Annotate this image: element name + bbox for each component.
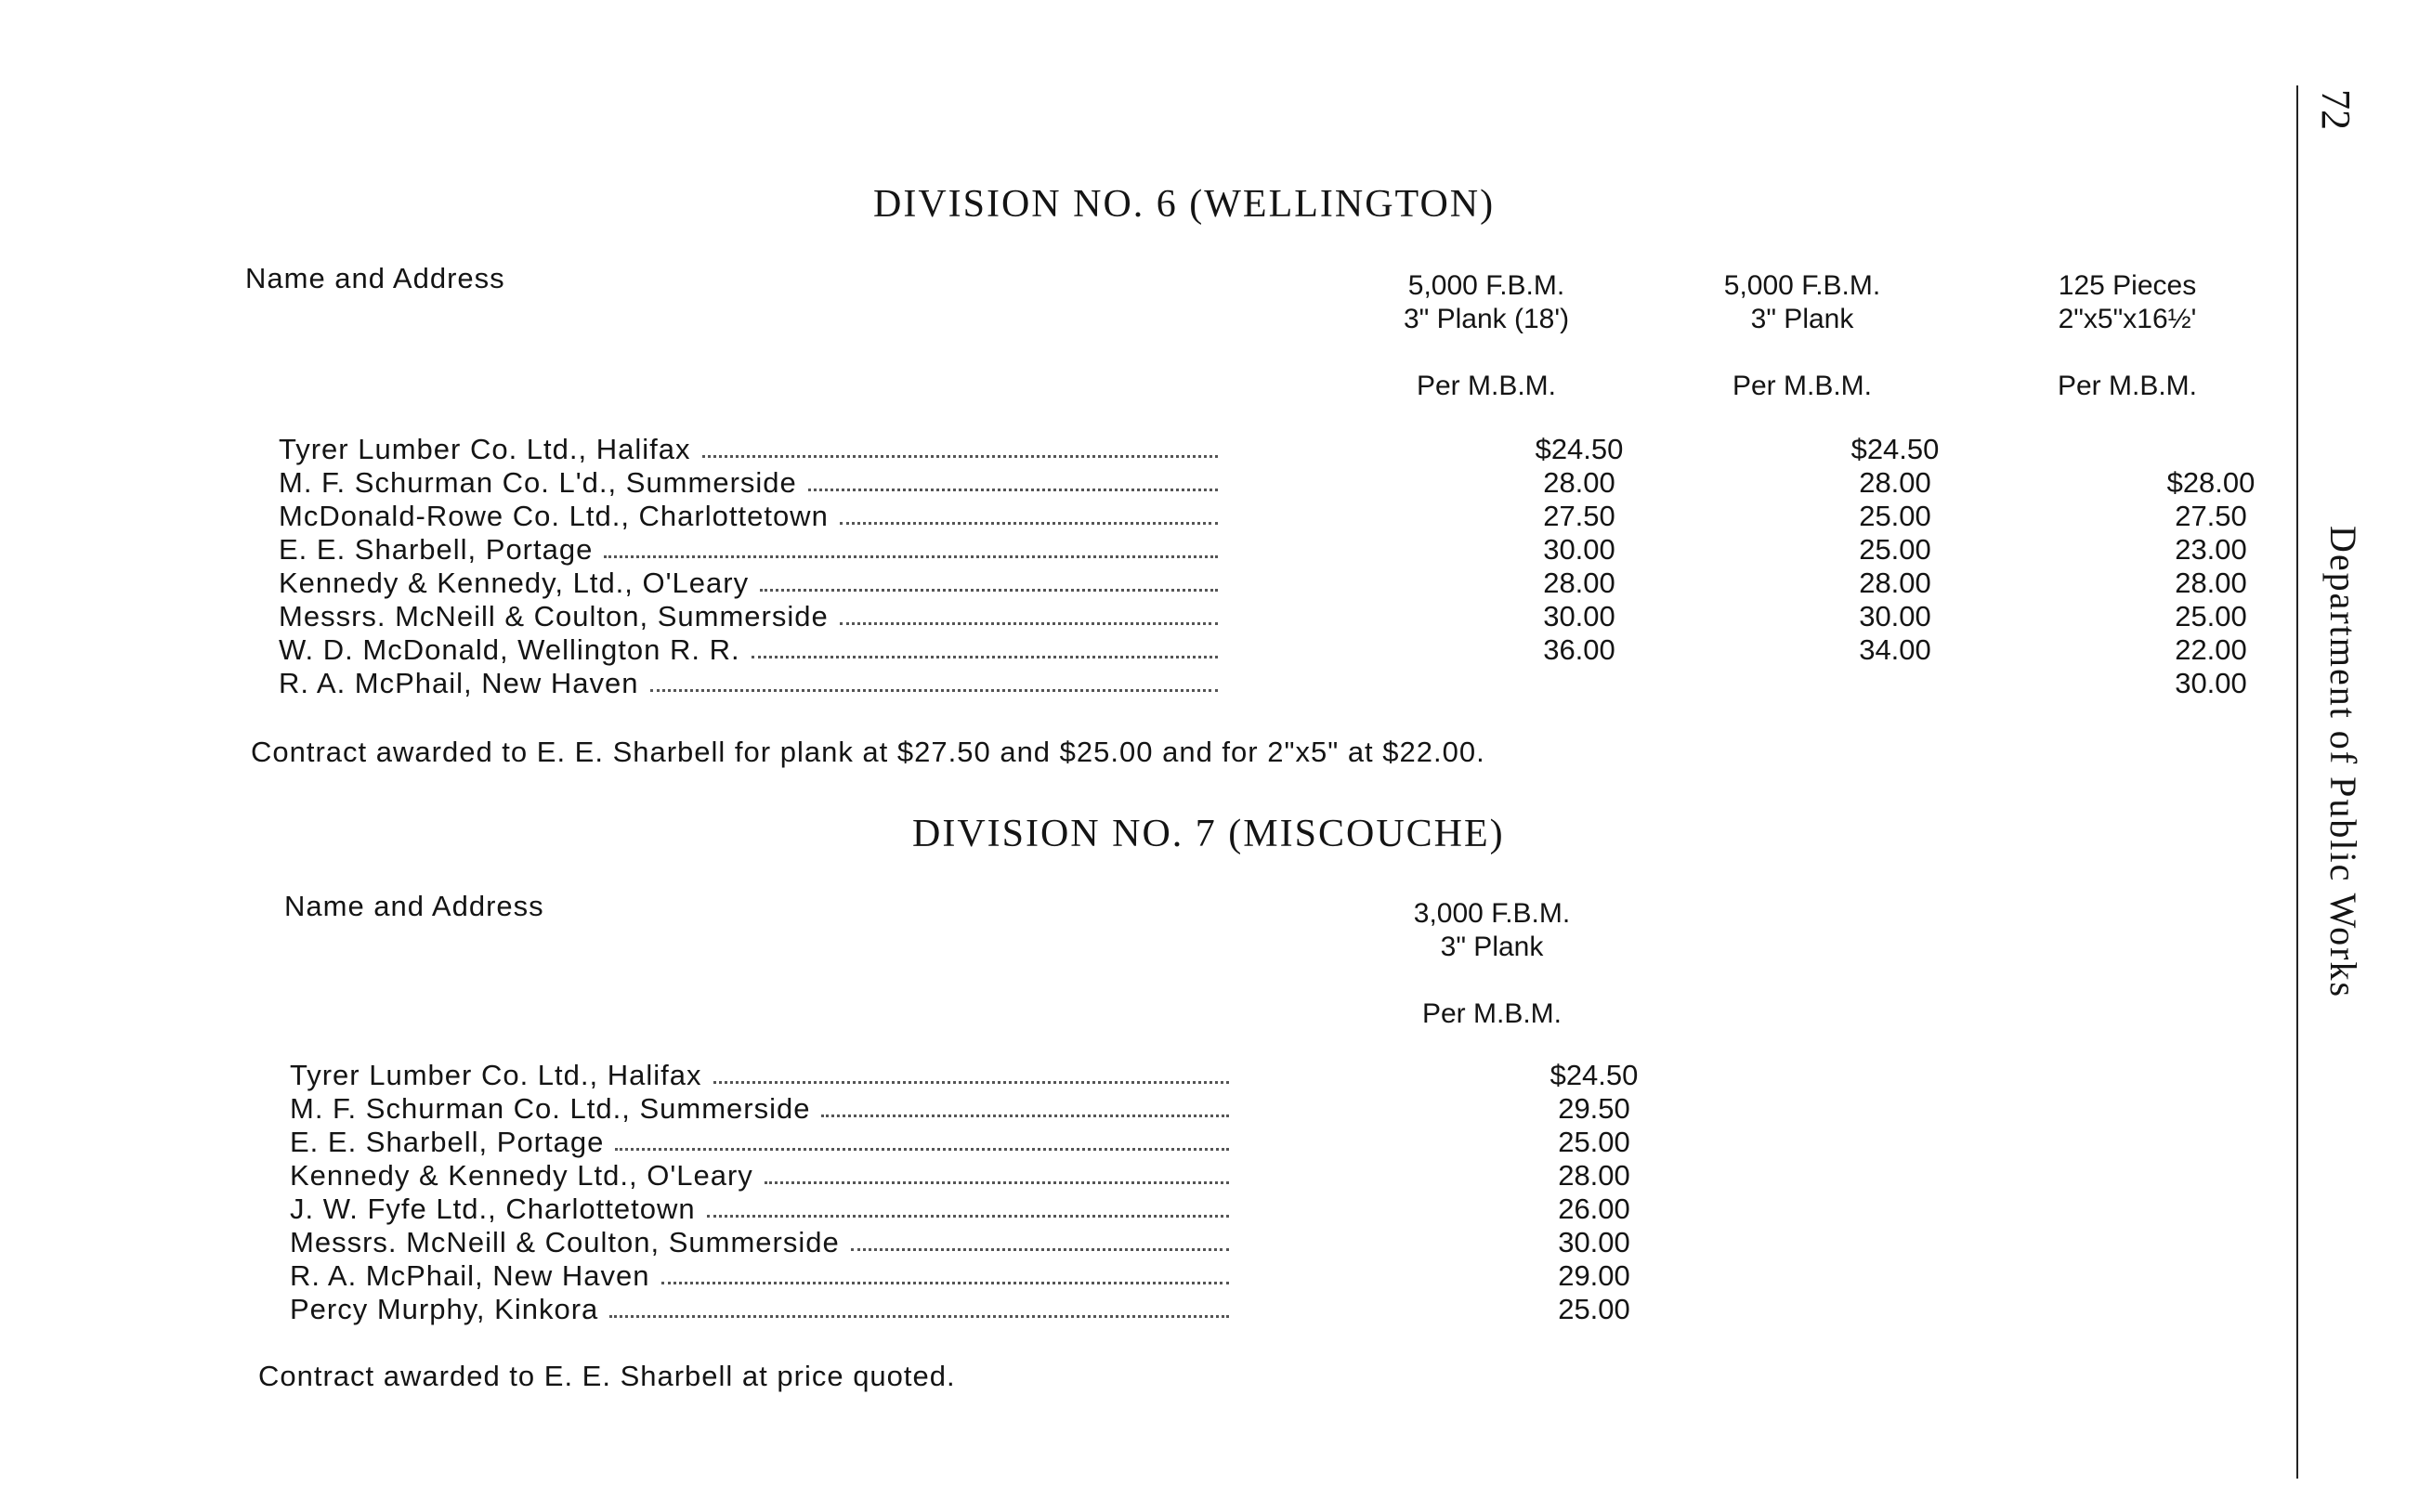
- price-col-3: 27.50: [2175, 500, 2247, 532]
- division-7-contract-note: Contract awarded to E. E. Sharbell at price quoted.: [258, 1360, 956, 1392]
- table-row: [279, 633, 2248, 667]
- division-7-column-1-header: [1371, 897, 1613, 1031]
- column-unit: Per M.B.M.: [1416, 371, 1556, 401]
- price-col-3: 23.00: [2175, 533, 2247, 566]
- price-col-1: 28.00: [1543, 567, 1615, 599]
- leader-dots: [765, 1181, 1229, 1184]
- price-col-3: $28.00: [2166, 466, 2256, 499]
- price-col-2: $24.50: [1850, 433, 1940, 465]
- column-description: 3" Plank (18'): [1403, 304, 1570, 334]
- row-name: [279, 667, 1222, 700]
- column-description: 2"x5"x16½': [2058, 304, 2197, 334]
- leader-dots: [752, 656, 1218, 658]
- price-col-3: 28.00: [2175, 567, 2247, 599]
- name-text: Tyrer Lumber Co. Ltd., Halifax: [290, 1059, 702, 1091]
- name-text: J. W. Fyfe Ltd., Charlottetown: [290, 1193, 696, 1225]
- page-number: 72: [2313, 89, 2359, 130]
- price-col-1: 29.00: [1558, 1259, 1630, 1292]
- division-6-name-header: Name and Address: [245, 262, 505, 294]
- table-row: [290, 1059, 1665, 1092]
- name-text: Messrs. McNeill & Coulton, Summerside: [290, 1226, 840, 1258]
- price-col-1: 26.00: [1558, 1193, 1630, 1225]
- table-row: [279, 667, 2248, 700]
- price-col-1: 28.00: [1558, 1159, 1630, 1192]
- name-text: Percy Murphy, Kinkora: [290, 1293, 599, 1325]
- row-name: [290, 1293, 1233, 1326]
- division-6-column-2-header: [1681, 269, 1923, 403]
- price-col-2: 28.00: [1859, 567, 1931, 599]
- row-name: [290, 1226, 1233, 1259]
- table-row: [290, 1226, 1665, 1259]
- leader-dots: [713, 1081, 1230, 1084]
- division-6-title: DIVISION NO. 6 (WELLINGTON): [873, 183, 1496, 226]
- table-row: [290, 1126, 1665, 1159]
- leader-dots: [821, 1114, 1229, 1117]
- leader-dots: [808, 489, 1218, 491]
- column-quantity: 125 Pieces: [2058, 270, 2197, 301]
- leader-dots: [840, 522, 1218, 525]
- price-col-1: 30.00: [1558, 1226, 1630, 1258]
- margin-rule: [2296, 85, 2298, 1479]
- table-row: [279, 500, 2248, 533]
- table-row: [290, 1293, 1665, 1326]
- table-row: [279, 433, 2248, 466]
- price-col-1: 30.00: [1543, 533, 1615, 566]
- row-name: [279, 500, 1222, 533]
- leader-dots: [604, 555, 1218, 558]
- column-description: 3" Plank: [1440, 932, 1544, 962]
- name-text: Tyrer Lumber Co. Ltd., Halifax: [279, 433, 691, 465]
- column-description: 3" Plank: [1750, 304, 1854, 334]
- leader-dots: [609, 1315, 1229, 1318]
- name-text: W. D. McDonald, Wellington R. R.: [279, 633, 740, 666]
- name-text: Kennedy & Kennedy Ltd., O'Leary: [290, 1159, 753, 1192]
- row-name: [290, 1059, 1233, 1092]
- name-text: M. F. Schurman Co. L'd., Summerside: [279, 466, 797, 499]
- row-name: [279, 600, 1222, 633]
- row-name: [290, 1159, 1233, 1193]
- price-col-3: 30.00: [2175, 667, 2247, 699]
- price-col-1: 25.00: [1558, 1293, 1630, 1325]
- price-col-1: 29.50: [1558, 1092, 1630, 1125]
- price-col-3: 25.00: [2175, 600, 2247, 632]
- column-unit: Per M.B.M.: [1421, 998, 1562, 1029]
- name-text: E. E. Sharbell, Portage: [279, 533, 594, 566]
- column-quantity: 5,000 F.B.M.: [1723, 270, 1881, 301]
- table-row: [279, 600, 2248, 633]
- leader-dots: [851, 1248, 1229, 1251]
- table-row: [290, 1259, 1665, 1293]
- name-text: Messrs. McNeill & Coulton, Summerside: [279, 600, 829, 632]
- row-name: [290, 1126, 1233, 1159]
- price-col-2: 30.00: [1859, 600, 1931, 632]
- leader-dots: [702, 455, 1219, 458]
- leader-dots: [840, 622, 1218, 625]
- row-name: [279, 567, 1222, 600]
- row-name: [279, 533, 1222, 567]
- name-text: McDonald-Rowe Co. Ltd., Charlottetown: [279, 500, 829, 532]
- running-head: Department of Public Works: [2322, 526, 2364, 999]
- column-quantity: 3,000 F.B.M.: [1413, 898, 1571, 929]
- row-name: [290, 1092, 1233, 1126]
- table-row: [279, 533, 2248, 567]
- row-name: [279, 433, 1222, 466]
- leader-dots: [650, 689, 1218, 692]
- price-col-2: 25.00: [1859, 533, 1931, 566]
- division-6-contract-note: Contract awarded to E. E. Sharbell for plank at $27.50 and $25.00 and for 2"x5" at $22.00.: [251, 736, 1485, 768]
- leader-dots: [661, 1282, 1229, 1284]
- table-row: [290, 1159, 1665, 1193]
- division-6-column-3-header: [2007, 269, 2248, 403]
- price-col-2: 25.00: [1859, 500, 1931, 532]
- row-name: [290, 1193, 1233, 1226]
- price-col-1: 36.00: [1543, 633, 1615, 666]
- price-col-1: 27.50: [1543, 500, 1615, 532]
- price-col-1: 30.00: [1543, 600, 1615, 632]
- price-col-2: 34.00: [1859, 633, 1931, 666]
- price-col-3: 22.00: [2175, 633, 2247, 666]
- price-col-1: $24.50: [1535, 433, 1624, 465]
- leader-dots: [615, 1148, 1229, 1151]
- name-text: R. A. McPhail, New Haven: [279, 667, 639, 699]
- price-col-1: 25.00: [1558, 1126, 1630, 1158]
- price-col-1: 28.00: [1543, 466, 1615, 499]
- name-text: Kennedy & Kennedy, Ltd., O'Leary: [279, 567, 750, 599]
- row-name: [279, 633, 1222, 667]
- leader-dots: [760, 589, 1218, 592]
- name-text: M. F. Schurman Co. Ltd., Summerside: [290, 1092, 811, 1125]
- row-name: [279, 466, 1222, 500]
- table-row: [290, 1092, 1665, 1126]
- leader-dots: [707, 1215, 1229, 1218]
- column-unit: Per M.B.M.: [2057, 371, 2197, 401]
- price-col-1: $24.50: [1549, 1059, 1639, 1091]
- name-text: R. A. McPhail, New Haven: [290, 1259, 650, 1292]
- division-7-name-header: Name and Address: [284, 890, 544, 922]
- table-row: [290, 1193, 1665, 1226]
- table-row: [279, 466, 2256, 500]
- division-6-column-1-header: [1366, 269, 1607, 403]
- name-text: E. E. Sharbell, Portage: [290, 1126, 605, 1158]
- division-7-title: DIVISION NO. 7 (MISCOUCHE): [912, 813, 1505, 855]
- column-unit: Per M.B.M.: [1732, 371, 1872, 401]
- column-quantity: 5,000 F.B.M.: [1407, 270, 1565, 301]
- row-name: [290, 1259, 1233, 1293]
- table-row: [279, 567, 2248, 600]
- price-col-2: 28.00: [1859, 466, 1931, 499]
